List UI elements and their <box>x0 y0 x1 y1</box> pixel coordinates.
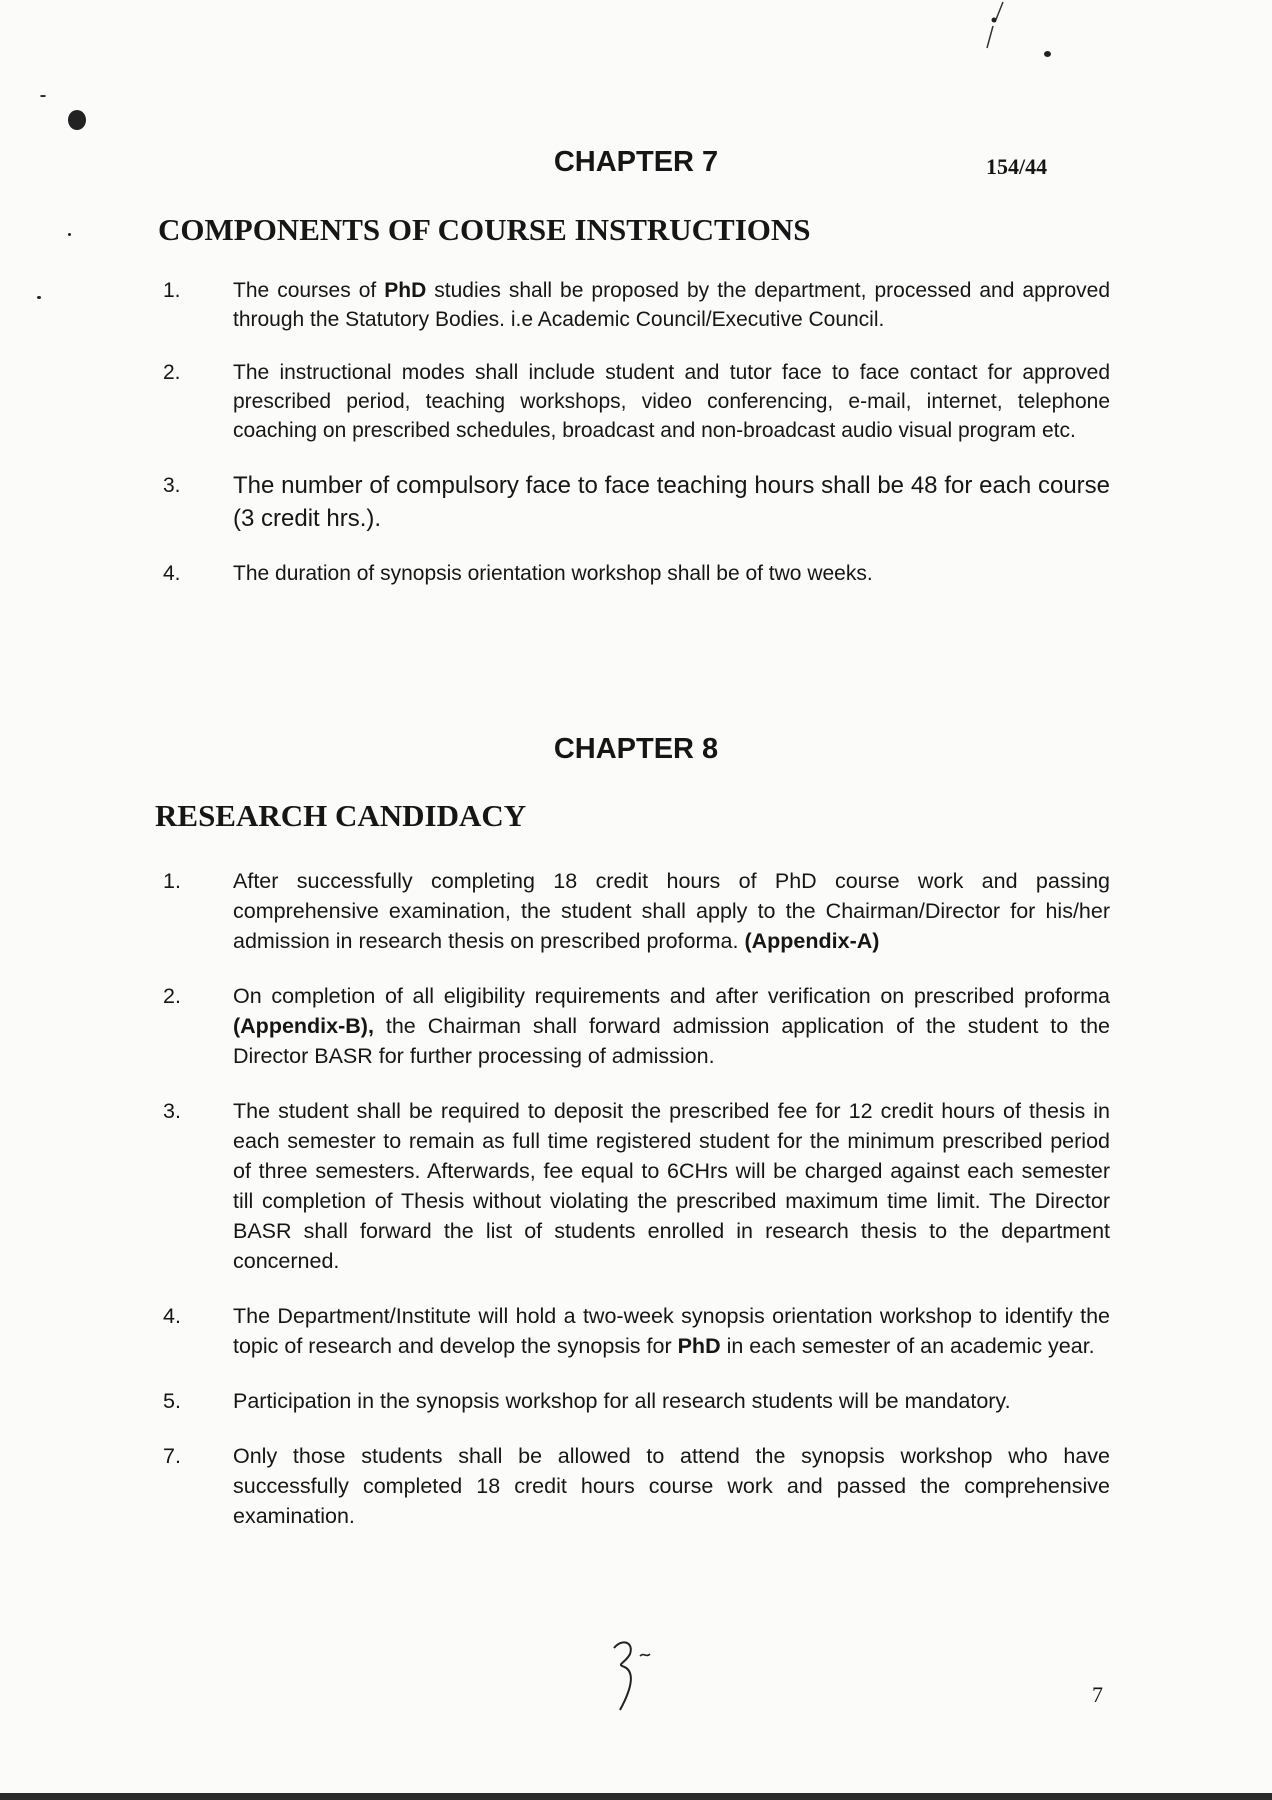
list-item <box>155 276 1110 334</box>
scan-speck <box>68 233 71 236</box>
item-text: On completion of all eligibility requirements and after verification on prescribed proforma (Appendix-B), the Chairman shall forward admission application of the student to the Director BASR for further processing of admission. <box>233 984 1110 1068</box>
item-text: The number of compulsory face to face teaching hours shall be 48 for each course (3 credit hrs.). <box>233 472 1110 532</box>
chapter-7-title: COMPONENTS OF COURSE INSTRUCTIONS <box>158 212 811 247</box>
list-item <box>155 866 1110 956</box>
scan-speck <box>37 296 41 299</box>
chapter-8-list <box>155 866 1110 1556</box>
scan-speck <box>40 95 46 97</box>
list-item <box>155 1301 1110 1361</box>
list-item <box>155 559 1110 588</box>
handwritten-initial <box>608 1636 658 1716</box>
item-number: 3. <box>163 1099 181 1123</box>
item-number: 2. <box>163 361 181 384</box>
item-number: 1. <box>163 279 181 302</box>
pen-mark-top-right <box>975 0 1015 55</box>
chapter-7-list <box>155 276 1110 612</box>
chapter-7-heading: CHAPTER 7 <box>553 146 719 178</box>
page-reference: 154/44 <box>986 154 1048 179</box>
item-text: The Department/Institute will hold a two-week synopsis orientation workshop to identify the topic of research and develop the synopsis for PhD in each semester of an academic year. <box>233 1304 1110 1358</box>
scan-speck <box>1044 51 1051 57</box>
list-item <box>155 469 1110 535</box>
item-number: 4. <box>163 562 181 585</box>
list-item <box>155 1386 1110 1416</box>
item-text: The duration of synopsis orientation workshop shall be of two weeks. <box>233 562 873 585</box>
list-item <box>155 1441 1110 1531</box>
item-text: After successfully completing 18 credit hours of PhD course work and passing comprehensive examination, the student shall apply to the Chairman/Director for his/her admission in research thesis on prescribed proforma. (Appendix-A) <box>233 869 1110 953</box>
item-number: 5. <box>163 1389 181 1413</box>
item-text: The courses of PhD studies shall be proposed by the department, processed and approved through the Statutory Bodies. i.e Academic Council/Executive Council. <box>233 279 1111 331</box>
item-number: 3. <box>163 474 181 497</box>
list-item <box>155 981 1110 1071</box>
chapter-8-heading: CHAPTER 8 <box>553 733 719 765</box>
item-number: 4. <box>163 1304 181 1328</box>
scan-speck <box>68 110 86 130</box>
item-text: Only those students shall be allowed to attend the synopsis workshop who have successfully completed 18 credit hours course work and passed the comprehensive examination. <box>233 1444 1110 1528</box>
list-item <box>155 358 1110 445</box>
item-number: 2. <box>163 984 181 1008</box>
item-number: 1. <box>163 869 181 893</box>
list-item <box>155 1096 1110 1276</box>
item-number: 7. <box>163 1444 181 1468</box>
item-text: The instructional modes shall include student and tutor face to face contact for approved prescribed period, teaching workshops, video conferencing, e-mail, internet, telephone coaching on prescribed schedules, broadcast and non-broadcast audio visual program etc. <box>233 361 1110 442</box>
scan-bottom-edge <box>0 1793 1272 1800</box>
chapter-8-title: RESEARCH CANDIDACY <box>155 798 527 833</box>
item-text: The student shall be required to deposit the prescribed fee for 12 credit hours of thesis in each semester to remain as full time registered student for the minimum prescribed period of three semesters. Afterwards, fee equal to 6CHrs will be charged against each semester till completion of Thesis without violating the prescribed maximum time limit. The Director BASR shall forward the list of students enrolled in research thesis to the department concerned. <box>233 1099 1110 1273</box>
item-text: Participation in the synopsis workshop for all research students will be mandatory. <box>233 1389 1011 1413</box>
page-number: 7 <box>1092 1682 1103 1707</box>
